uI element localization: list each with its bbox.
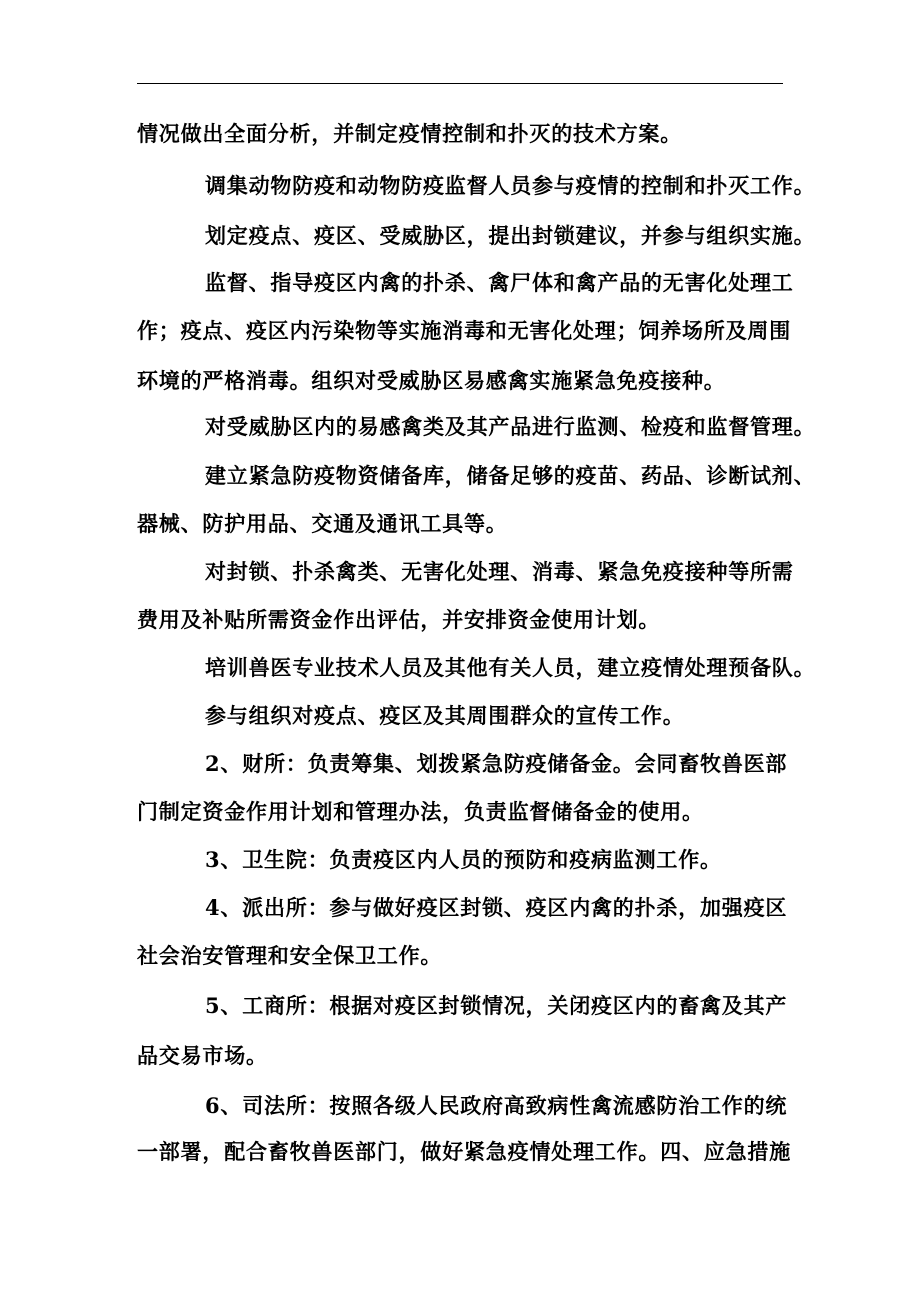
text-line-21: 6、司法所：按照各级人民政府高致病性禽流感防治工作的统 <box>205 1093 788 1118</box>
text-line-19: 5、工商所：根据对疫区封锁情况，关闭疫区内的畜禽及其产 <box>205 993 788 1018</box>
header-rule <box>137 83 783 84</box>
text-line-16: 3、卫生院：负责疫区内人员的预防和疫病监测工作。 <box>205 847 722 872</box>
text-line-7: 对受威胁区内的易感禽类及其产品进行监测、检疫和监督管理。 <box>205 414 816 439</box>
text-line-18: 社会治安管理和安全保卫工作。 <box>137 943 443 968</box>
text-line-10: 对封锁、扑杀禽类、无害化处理、消毒、紧急免疫接种等所需 <box>205 559 794 584</box>
text-line-8: 建立紧急防疫物资储备库，储备足够的疫苗、药品、诊断试剂、 <box>205 463 816 488</box>
text-line-11: 费用及补贴所需资金作出评估，并安排资金使用计划。 <box>137 607 661 632</box>
text-line-13: 参与组织对疫点、疫区及其周围群众的宣传工作。 <box>205 703 685 728</box>
text-line-17: 4、派出所：参与做好疫区封锁、疫区内禽的扑杀，加强疫区 <box>205 895 788 920</box>
text-line-4: 监督、指导疫区内禽的扑杀、禽尸体和禽产品的无害化处理工 <box>205 270 794 295</box>
text-line-15: 门制定资金作用计划和管理办法，负责监督储备金的使用。 <box>137 799 704 824</box>
text-line-2: 调集动物防疫和动物防疫监督人员参与疫情的控制和扑灭工作。 <box>205 173 816 198</box>
text-line-5: 作；疫点、疫区内污染物等实施消毒和无害化处理；饲养场所及周围 <box>137 318 791 343</box>
text-line-14: 2、财所：负责筹集、划拨紧急防疫储备金。会同畜牧兽医部 <box>205 751 788 776</box>
text-line-9: 器械、防护用品、交通及通讯工具等。 <box>137 511 508 536</box>
text-line-3: 划定疫点、疫区、受威胁区，提出封锁建议，并参与组织实施。 <box>205 223 816 248</box>
text-line-20: 品交易市场。 <box>137 1043 268 1068</box>
text-line-1: 情况做出全面分析，并制定疫情控制和扑灭的技术方案。 <box>137 121 682 146</box>
text-line-12: 培训兽医专业技术人员及其他有关人员，建立疫情处理预备队。 <box>205 655 816 680</box>
text-line-6: 环境的严格消毒。组织对受威胁区易感禽实施紧急免疫接种。 <box>137 368 726 393</box>
text-line-22: 一部署，配合畜牧兽医部门，做好紧急疫情处理工作。四、应急措施 <box>137 1139 791 1164</box>
